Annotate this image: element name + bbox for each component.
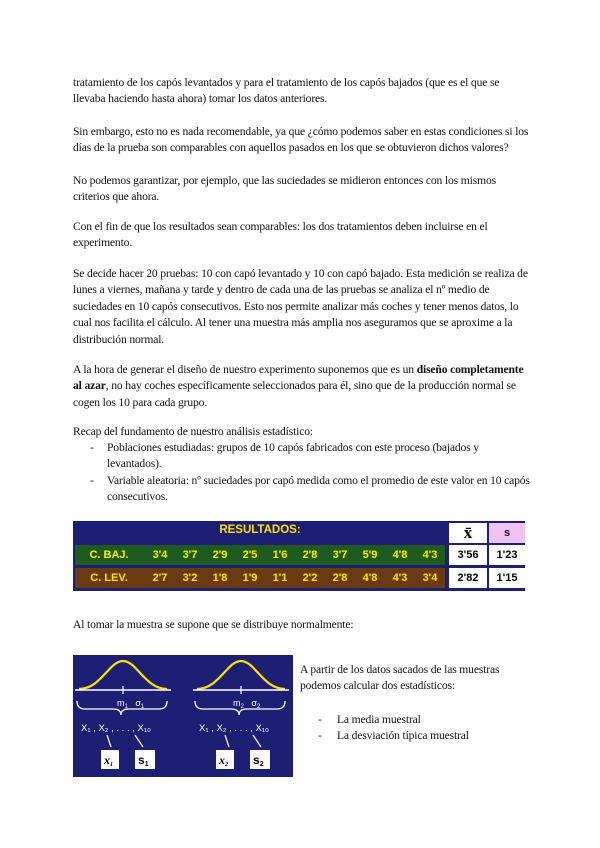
diseno-text-a: A la hora de generar el diseño de nuestro experimento suponemos que es un xyxy=(73,363,417,376)
mean-value: 3'56 xyxy=(449,545,487,565)
side-item xyxy=(318,728,538,745)
arrow-1a xyxy=(107,735,111,747)
side-text: La desviación típica muestral xyxy=(337,729,469,742)
value-cell: 1'8 xyxy=(212,572,228,584)
value-cell: 1'1 xyxy=(272,572,288,584)
mean-label-2: x2 xyxy=(219,753,228,768)
param-m1: $m_1$ $\sigma_1$ xyxy=(117,698,145,710)
row-label: C. BAJ. xyxy=(89,549,129,561)
row-c-lev xyxy=(75,568,445,588)
paragraph-al-tomar: Al tomar la muestra se supone que se distribuye normalmente: xyxy=(73,618,354,631)
s-label-1: s1 xyxy=(138,753,149,768)
value-cell: 2'9 xyxy=(212,549,228,561)
arrow-2a xyxy=(225,735,229,747)
bullet-dash: - xyxy=(90,474,94,487)
side-intro: A partir de los datos sacados de las muestras podemos calcular dos estadísticos: xyxy=(300,663,500,693)
value-cell: 3'7 xyxy=(182,549,198,561)
side-item xyxy=(318,712,538,729)
bullet-dash: - xyxy=(90,441,94,454)
normal-curve-2 xyxy=(197,661,285,689)
paragraph-diseno xyxy=(73,362,531,411)
value-cell: 3'4 xyxy=(422,572,438,584)
s-value: 1'15 xyxy=(489,568,525,588)
value-cell: 2'7 xyxy=(152,572,168,584)
results-title: RESULTADOS: xyxy=(219,524,301,536)
mean-value: 2'82 xyxy=(449,568,487,588)
value-cell: 3'7 xyxy=(332,549,348,561)
normal-curve-1 xyxy=(79,661,167,689)
sampling-diagram-svg xyxy=(73,655,293,777)
value-cell: 4'8 xyxy=(392,549,408,561)
paragraph-no-podemos: No podemos garantizar, por ejemplo, que las suciedades se midieron entonces con los mismos criterios que ahora. xyxy=(73,174,496,204)
s-header: s xyxy=(489,523,525,543)
sampling-diagram xyxy=(73,655,293,777)
value-cell: 5'9 xyxy=(362,549,378,561)
paragraph-intro: tratamiento de los capós levantados y para el tratamiento de los capós bajados (que es el que se llevaba haciendo hasta ahora) tomar los datos anteriores. xyxy=(73,76,500,106)
arrow-2b xyxy=(253,735,261,747)
s-value: 1'23 xyxy=(489,545,525,565)
value-cell: 2'8 xyxy=(332,572,348,584)
bullet-text: Variable aleatoria: nº suciedades por capó medida como el promedio de este valor en 10 capós consecutivos. xyxy=(107,474,530,504)
value-cell: 3'4 xyxy=(152,549,168,561)
results-table xyxy=(73,521,525,591)
value-cell: 2'5 xyxy=(242,549,258,561)
paragraph-recap: Recap del fundamento de nuestro análisis estadístico: xyxy=(73,425,313,438)
value-cell: 3'2 xyxy=(182,572,198,584)
sample-2: X₁ , X₂ , . . . , X₁₀ xyxy=(199,723,270,734)
value-cell: 4'3 xyxy=(422,549,438,561)
paragraph-con-el-fin: Con el fin de que los resultados sean comparables: los dos tratamientos deben incluirse en el experimento. xyxy=(73,220,488,250)
value-cell: 2'8 xyxy=(302,549,318,561)
value-cell: 2'2 xyxy=(302,572,318,584)
paragraph-sin-embargo: Sin embargo, esto no es nada recomendable, ya que ¿cómo podemos saber en estas condiciones si los días de la prueba son comparables con aquellos pasados en los que se obtuvieron dichos valores? xyxy=(73,125,529,155)
arrow-1b xyxy=(135,735,143,747)
value-cell: 1'6 xyxy=(272,549,288,561)
side-text: La media muestral xyxy=(337,713,421,726)
paragraph-se-decide: Se decide hacer 20 pruebas: 10 con capó levantado y 10 con capó bajado. Esta medición se realiza de lunes a viernes, mañana y tarde y dentro de cada una de las pruebas se analiza el nº medio de suciedades en 10 capós consecutivos. Esto nos permite analizar más coches y tener menos datos, lo cual nos facilita el cálculo. Al tener una muestra más amplia nos aseguramos que se aproxime a la distribución normal. xyxy=(73,267,528,346)
value-cell: 4'8 xyxy=(362,572,378,584)
side-dash: - xyxy=(318,713,322,726)
bullet-text: Poblaciones estudiadas: grupos de 10 capós fabricados con este proceso (bajados y levantados). xyxy=(107,441,479,471)
side-dash: - xyxy=(318,729,322,742)
value-cell: 4'3 xyxy=(392,572,408,584)
row-label: C. LEV. xyxy=(90,572,128,584)
s-label-2: s2 xyxy=(253,753,264,768)
bullet-item xyxy=(90,473,530,507)
bullet-item xyxy=(90,440,530,474)
diseno-bold: diseño completamente al azar xyxy=(73,363,524,393)
mean-header: x̄ xyxy=(449,523,487,543)
param-m2: $m_2$ $\sigma_2$ xyxy=(233,698,261,710)
row-c-baj xyxy=(75,545,445,565)
sample-1: X₁ , X₂ , . . . , X₁₀ xyxy=(81,723,152,734)
diseno-text-b: , no hay coches específicamente seleccionados para él, sino que de la producción normal se cogen los 10 para cada grupo. xyxy=(73,379,516,409)
value-cell: 1'9 xyxy=(242,572,258,584)
mean-label-1: x1 xyxy=(104,753,113,768)
